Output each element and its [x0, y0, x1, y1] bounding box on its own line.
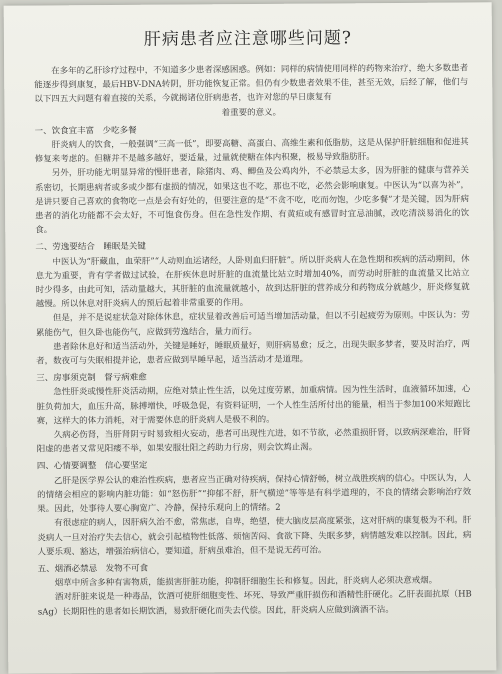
- document-page: [4, 2, 497, 673]
- document-title: 肝病患者应注意哪些问题?: [143, 28, 353, 50]
- section-4-heading: 四、心情要调整 信心要坚定: [36, 461, 148, 472]
- section-3-paragraph: 急性肝炎或慢性肝炎活动期，应绝对禁止性生活，以免过度劳累，加重病情。因为性生活时，血液循环加速，心脏负荷加大，血压升高，脉搏增快，呼吸急促，有资料证明，一个人性生活所付出的能量，相当于参加100米短跑比赛，这样大的体力消耗，对于需要休息的肝炎病人是极不利的。: [36, 384, 471, 427]
- intro-paragraph: 在多年的乙肝诊疗过程中，不知道多少患者深感困惑。例如：同样的病情使用同样的药物来治疗，绝大多数患者能逐步得到康复，最后HBV-DNA转阴，肝功能恢复正常。但仍有少数患者效果不佳，甚至无效，后经了解，他们与以下四五大问题有着直接的关系，今就揭诸位肝病患者，也许对您的早日康复有: [34, 63, 469, 105]
- section-4-paragraph: 有很虑症的病人，因肝病久治不愈，常焦虑，自卑，绝望，使大脑皮层高度紧张，这对肝病的康复极为不利。肝炎病人一旦对治疗失去信心，就会引起植物性低落、烦恼苦闷、食欲下降、失眠多梦，病情越发难以控制。因此，病人要乐观、豁达，增强治病信心，要知道，肝病虽难治，但不是说无药可治。: [37, 515, 472, 558]
- section-2-paragraph: 但是，并不是说症状急对除体休息，症状显着改善后可适当增加活动量，但以不引起疲劳为原则。中医认为：劳累能伤气，但久卧也能伤气，应做到劳逸结合，量力而行。: [35, 310, 470, 339]
- section-4-paragraph: 乙肝是医学界公认的难治性疾病，患者应当正确对待疾病，保持心情舒畅，树立战胜疾病的信心。中医认为，人的情绪会相应的影响内脏功能：如“怒伤肝”“抑郁不舒，肝气横逆”等等是有科学道理的，不良的情绪会影响治疗效果。因此，处事待人要心胸宽广、冷静，保持乐观向上的情绪。2: [37, 473, 472, 515]
- section-2-paragraph: 患者除休息好和适当活动外，关键是睡好，睡眠质量好，则肝病易愈；反之，出现失眠多梦者，要及时治疗，两者，数夜可与失眠相提并论，患者应做到早睡早起，适当活动才是道理。: [36, 339, 471, 367]
- section-5-paragraph: 酒对肝脏来说是一种毒品，饮酒可使肝细胞变性、坏死、导致严重肝损伤和酒精性肝硬化。乙肝表面抗原（HBsAg）长期阳性的患者如长期饮酒，易致肝硬化而失去代偿。因此，肝炎病人应做到滴酒不沾。: [37, 589, 472, 618]
- section-3-heading: 三、房事须克制 督亏病难愈: [36, 372, 147, 384]
- document-body: [4, 61, 496, 619]
- section-1-paragraph: 另外，肝功能尤明显异常的慢肝患者，除猪肉、鸡、鲫鱼及公鸡肉外，不必禁忌太多，因为肝脏的健康与营养关系密切，长期患病者或多或少都有虚损的情况，如果这也不吃，那也不吃，必然会影响康复。中医认为“以喜为补”，是讲只要自己喜欢的食物吃一点是会有好处的，但要注意的是“不贪不吃，吃而勿饱，少吃多餐”才是关键，因为肝病患者的消化功能都不会太好，不可饱食伤身。但在急性发作期、有黄疸或有感冒时宜忌油腻，改吃清淡易消化的饮食。: [34, 165, 470, 236]
- section-2-paragraph: 中医认为“肝藏血，血荣肝”“人动则血运诸经，人卧则血归肝脏”。所以肝炎病人在急性期和疾病的活动期间，休息尤为重要，肯有学者做过试验，在肝疾休息时肝脏的血流量比站立时增加40%，而劳动时肝脏的血流量又比站立时少得多，由此可知，活动量越大，其肝脏的血流量就越小，故到达肝脏的营养成分和药物成分就越少，肝炎修复就越慢。所以休息对肝炎病人的预后起着非常重要的作用。: [35, 254, 470, 310]
- section-1-paragraph: 肝炎病人的饮食，一般强调“三高一低”，即要高糖、高蛋白、高维生素和低脂肪，这是从保护肝脏细胞和促进其修复来考虑的。但糖并不是越多越好，要适量，过量就使糖在体内积聚，极易导致脂肪肝。: [34, 137, 469, 165]
- section-2-heading: 二、劳逸要结合 睡眠是关键: [35, 242, 146, 253]
- section-1-heading: 一、饮食宜丰富 少吃多餐: [34, 125, 137, 137]
- intro-paragraph-end: 着重要的意义。: [221, 107, 282, 118]
- section-3-paragraph: 久病必伤肾，当肝肾阴亏时易致相火妄动，患者可出现性亢进，如不节欲，必然重损肝肾，以致病深难治，肝肾阳虚的患者又常见阳痿不举，如果安服壮阳之药助力行房，则会饮鸩止渴。: [36, 427, 471, 455]
- section-5-heading: 五、烟酒必禁忌 发物不可食: [37, 563, 149, 575]
- section-5-paragraph: 烟草中所含多种有害物质，能损害肝脏功能，抑制肝细胞生长和修复。因此，肝炎病人必须决意戒烟。: [54, 575, 438, 589]
